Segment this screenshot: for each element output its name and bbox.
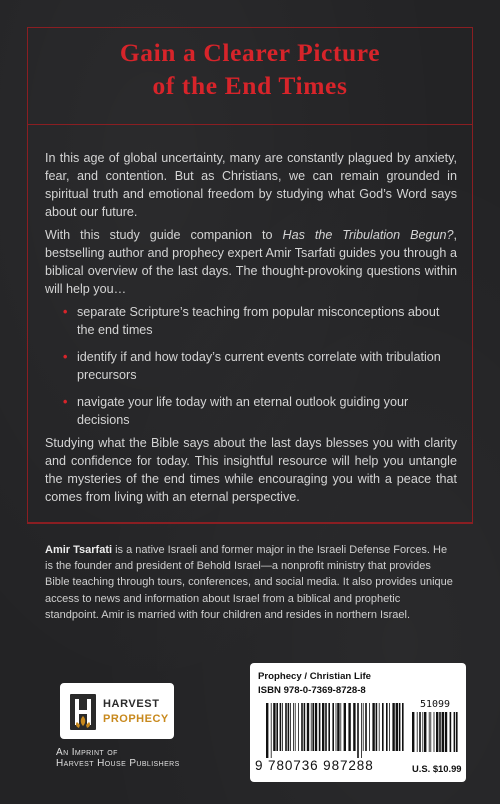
list-item <box>63 348 453 384</box>
barcode-stripe <box>402 703 404 751</box>
headline <box>27 36 473 102</box>
barcode-stripe <box>285 703 287 751</box>
barcode-stripe <box>290 703 291 751</box>
title-divider <box>27 124 473 125</box>
barcode-stripe <box>424 712 426 752</box>
intro-paragraph: In this age of global uncertainty, many are constantly plagued by anxiety, fear, and contention. But as Christians, we can remain grounded in spiritual truth and emotional freedom by studying what God’s Word says about our future. <box>45 151 457 219</box>
imprint-line-2: Harvest House Publishers <box>56 758 180 769</box>
barcode-stripe <box>399 703 401 751</box>
barcode-stripe <box>361 703 362 758</box>
barcode-stripe <box>266 703 268 758</box>
imprint-text <box>56 747 181 769</box>
barcode-panel <box>250 663 466 782</box>
list-item <box>63 303 453 339</box>
barcode-stripe <box>301 703 303 751</box>
barcode-stripe <box>325 703 327 751</box>
barcode-stripe <box>273 703 275 751</box>
barcode-stripe <box>337 703 339 751</box>
barcode-stripe <box>439 712 441 752</box>
barcode-stripe <box>412 712 414 752</box>
author-bio <box>45 542 457 623</box>
imprint-line-1: An Imprint of <box>56 747 118 758</box>
barcode-stripe <box>322 703 324 751</box>
barcode-stripe <box>389 703 390 751</box>
headline-line-2: of the End Times <box>152 71 348 100</box>
author-name: Amir Tsarfati <box>45 544 113 556</box>
paragraph-text: , bestselling author and prophecy expert Amir Tsarfati guides you through a biblical overview of the last days. The thought-provoking questions within will help you… <box>45 228 458 296</box>
barcode-stripe <box>319 703 321 751</box>
bullet-icon: • <box>63 305 68 319</box>
author-bio-text: is a native Israeli and former major in the Israeli Defense Forces. He is the founder and president of Behold Israel—a nonprofit ministry that provides Bible teaching through tours, conferences, and social media. It also provides unique access to news and information about Israel from a biblical and prophetic standpoint. Amir is married with four children and resides in northern Israel. <box>45 544 453 621</box>
barcode-stripe <box>434 712 435 752</box>
barcode-stripe <box>376 703 378 751</box>
frame-bottom-border <box>27 523 473 524</box>
barcode-stripe <box>295 703 296 751</box>
barcode-stripe <box>363 703 364 751</box>
barcode-stripe <box>382 703 384 751</box>
book-title: Has the Tribulation Begun? <box>282 228 454 242</box>
price-label: U.S. $10.99 <box>412 763 462 774</box>
list-item <box>63 393 453 429</box>
headline-line-1: Gain a Clearer Picture <box>119 38 381 67</box>
barcode-stripe <box>379 703 380 751</box>
barcode-stripe <box>298 703 299 751</box>
barcode-stripe <box>332 703 334 751</box>
logo-text-harvest: HARVEST <box>103 698 160 710</box>
isbn-barcode-icon <box>266 703 404 758</box>
barcode-stripe <box>430 712 431 752</box>
isbn-label: ISBN 978-0-7369-8728-8 <box>258 685 366 696</box>
barcode-stripe <box>450 712 452 752</box>
barcode-stripe <box>271 703 272 758</box>
harvest-logo-icon <box>66 692 100 732</box>
barcode-stripe <box>293 703 294 751</box>
barcode-stripe <box>369 703 370 751</box>
barcode-stripe <box>445 712 447 752</box>
logo-text-prophecy: PROPHECY <box>103 713 169 725</box>
bullet-icon: • <box>63 350 68 364</box>
barcode-extension-digits: 51099 <box>419 699 451 710</box>
barcode-stripe <box>328 703 330 751</box>
barcode-stripe <box>315 703 317 751</box>
list-item-text: identify if and how today’s current events correlate with tribulation precursors <box>77 350 441 382</box>
barcode-stripe <box>336 703 337 751</box>
list-item-text: separate Scripture’s teaching from popular misconceptions about the end times <box>77 305 440 337</box>
barcode-stripe <box>312 703 314 751</box>
barcode-stripe <box>340 703 341 751</box>
barcode-stripe <box>442 712 444 752</box>
barcode-stripe <box>436 712 438 752</box>
barcode-stripe <box>276 703 278 751</box>
barcode-stripe <box>304 703 306 751</box>
barcode-stripe <box>396 703 398 751</box>
publisher-logo <box>60 683 174 739</box>
barcode-stripe <box>417 712 418 752</box>
barcode-stripe <box>282 703 283 751</box>
benefit-list <box>63 303 453 429</box>
closing-paragraph: Studying what the Bible says about the last days blesses you with clarity and confidence for today. This insightful resource will help you untangle the mysteries of the end times while encouraging you with a peace that comes from living with an eternal perspective. <box>45 436 457 504</box>
barcode-stripe <box>288 703 290 751</box>
barcode-stripe <box>392 703 394 751</box>
study-guide-paragraph <box>45 226 457 298</box>
bullet-icon: • <box>63 395 68 409</box>
barcode-stripe <box>357 703 359 758</box>
paragraph-text: With this study guide companion to <box>45 228 283 242</box>
list-item-text: navigate your life today with an eternal outlook guiding your decisions <box>77 395 409 427</box>
barcode-stripe <box>348 703 350 751</box>
barcode-stripe <box>280 703 282 751</box>
barcode-stripe <box>353 703 355 751</box>
category-label: Prophecy / Christian Life <box>258 671 372 682</box>
barcode-stripe <box>386 703 388 751</box>
barcode-stripe <box>422 712 423 752</box>
price-barcode-icon <box>412 712 458 759</box>
barcode-stripe <box>454 712 456 752</box>
barcode-stripe <box>311 703 312 751</box>
barcode-stripe <box>419 712 421 752</box>
barcode-digits: 9 780736 987288 <box>255 758 374 773</box>
barcode-stripe <box>344 703 346 751</box>
barcode-stripe <box>365 703 367 751</box>
barcode-stripe <box>456 712 458 752</box>
barcode-stripe <box>429 712 430 752</box>
barcode-stripe <box>372 703 374 751</box>
barcode-stripe <box>307 703 309 751</box>
